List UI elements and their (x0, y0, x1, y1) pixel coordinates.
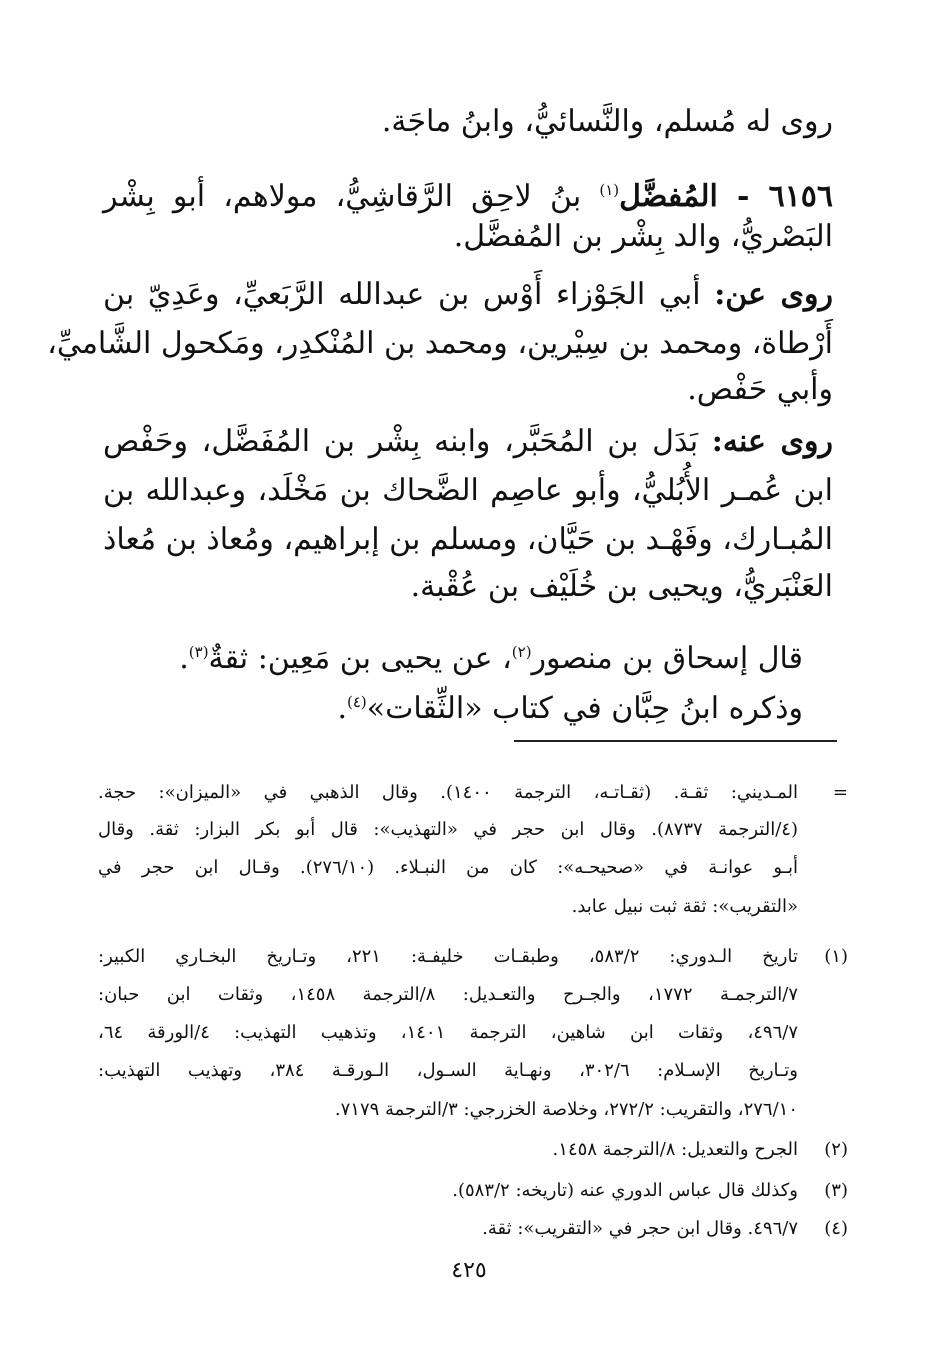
rawa-an-label: روى عن: (714, 277, 833, 312)
footnote-ref-4: (٤) (346, 693, 367, 711)
qala-part-3: . (179, 641, 189, 676)
footnote-ref-3: (٣) (188, 643, 209, 661)
entry-name: المُفضَّل (619, 179, 718, 214)
footnote-continuation-marker: = (832, 782, 848, 803)
rawa-anhu-line-2 (103, 469, 833, 513)
dhakarahu-line (103, 680, 803, 731)
rawa-an-text-1: أبي الجَوْزاء أَوْس بن عبدالله الرَّبَعيِّ، وعَدِيّ بن (103, 277, 715, 312)
entry-heading-line-2 (103, 215, 833, 259)
footnote-2-marker: (٢) (824, 1139, 848, 1160)
footnote-ref-2: (٢) (511, 643, 532, 661)
rawa-anhu-text-3: المُبـارك، وفَهْـد بن حَيَّان، ومسلم بن إبراهيم، ومُعاذ بن مُعاذ (103, 522, 833, 557)
rawa-anhu-line-1 (103, 420, 833, 464)
footnote-3-line-1: وكذلك قال عباس الدوري عنه (تاريخه: ٥٨٣/٢). (452, 1180, 798, 1201)
footnote-continuation-line-2: (٤/الترجمة ٨٧٣٧). وقال ابن حجر في «التهذيب»: قال أبو بكر البزار: ثقة. وقال (98, 819, 798, 840)
qala-part-2: ، عن يحيى بن مَعِين: ثقةٌ (208, 641, 512, 676)
entry-heading-rest: بنُ لاحِق الرَّقاشِيُّ، مولاهم، أبو بِشْر (103, 179, 600, 214)
rawa-anhu-text-4: العَنْبَريُّ، ويحيى بن خُلَيْف بن عُقْبة. (410, 569, 833, 604)
dhakarahu-end: . (337, 691, 347, 726)
intro-line (103, 100, 833, 144)
rawa-an-line-3 (103, 368, 833, 412)
rawa-anhu-line-4 (103, 565, 833, 609)
footnote-1-line-4: وتـاريخ الإسـلام: ٣٠٢/٦، ونهـاية السـول، الـورقـة ٣٨٤، وتهذيب التهذيب: (98, 1060, 798, 1081)
footnote-separator (514, 740, 837, 742)
rawa-an-text-2: أَرْطاة، ومحمد بن سِيْرين، ومحمد بن المُنْكدِر، ومَكحول الشَّاميِّ، (47, 326, 833, 361)
footnote-4-line-1: ٤٩٦/٧. وقال ابن حجر في «التقريب»: ثقة. (482, 1218, 798, 1239)
rawa-anhu-line-3 (103, 518, 833, 562)
dhakarahu-text: وذكره ابنُ حِبَّان في كتاب «الثِّقات» (366, 691, 803, 726)
footnote-continuation-line-1: المـديني: ثقـة. (ثقـاتـه، الترجمة ١٤٠٠). وقال الذهبي في «الميزان»: حجة. (98, 782, 798, 803)
footnote-1-line-2: ٧/الترجمـة ١٧٧٢، والجـرح والتعـديل: ٨/الترجمة ١٤٥٨، وثقات ابن حبان: (98, 984, 798, 1005)
footnote-1-line-3: ٤٩٦/٧، وثقات ابن شاهين، الترجمة ١٤٠١، وتذهيب التهذيب: ٤/الورقة ٦٤، (98, 1022, 798, 1043)
footnote-2-line-1: الجرح والتعديل: ٨/الترجمة ١٤٥٨. (552, 1139, 798, 1160)
entry-heading-line-1 (103, 168, 833, 219)
page-number: ٤٢٥ (451, 1258, 487, 1283)
footnote-ref-1: (١) (599, 181, 620, 199)
footnote-1-marker: (١) (824, 946, 848, 967)
qala-part-1: قال إسحاق بن منصور (531, 641, 803, 676)
intro-text: روى له مُسلم، والنَّسائيُّ، وابنُ ماجَة. (381, 104, 833, 139)
rawa-anhu-text-2: ابن عُمـر الأُبُليُّ، وأبو عاصِم الضَّحاك بن مَخْلَد، وعبدالله بن (103, 473, 833, 508)
rawa-an-line-1 (103, 273, 833, 317)
footnote-3-marker: (٣) (824, 1180, 848, 1201)
rawa-anhu-label: روى عنه: (711, 424, 833, 459)
rawa-anhu-text-1: بَدَل بن المُحَبَّر، وابنه بِشْر بن المُفَضَّل، وحَفْص (103, 424, 712, 459)
footnote-continuation-line-4: «التقريب»: ثقة ثبت نبيل عابد. (571, 896, 798, 917)
footnote-4-marker: (٤) (824, 1218, 848, 1239)
entry-number: ٦١٥٦ (768, 179, 834, 214)
entry-heading-line-2-text: البَصْريُّ، والد بِشْر بن المُفضَّل. (453, 219, 833, 254)
footnote-1-line-5: ٢٧٦/١٠، والتقريب: ٢٧٢/٢، وخلاصة الخزرجي: ٣/الترجمة ٧١٧٩. (334, 1099, 798, 1120)
rawa-an-line-2 (47, 322, 833, 366)
rawa-an-text-3: وأبي حَفْص. (687, 372, 833, 407)
qala-line (103, 630, 803, 681)
footnote-1-line-1: تاريخ الـدوري: ٥٨٣/٢، وطبقـات خليفـة: ٢٢١، وتـاريخ البخـاري الكبير: (98, 946, 798, 967)
entry-dash: - (717, 179, 769, 214)
footnote-continuation-line-3: أبـو عوانـة في «صحيحـه»: كان من النبـلاء. (٢٧٦/١٠). وقـال ابن حجر في (98, 857, 798, 878)
